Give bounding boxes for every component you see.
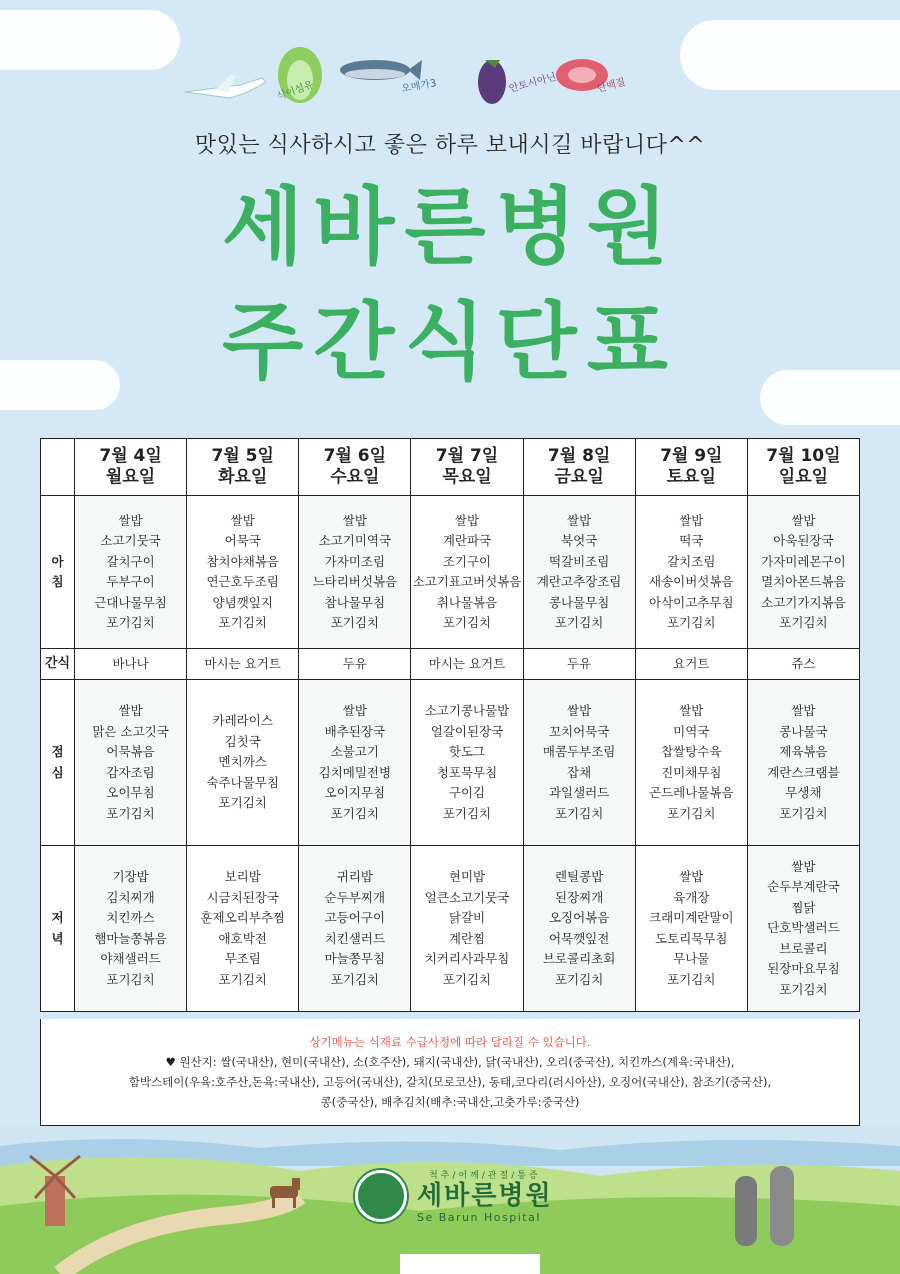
menu-item: 포기김치 (554, 971, 604, 987)
menu-item: 훈제오리부추찜 (200, 910, 285, 925)
menu-item: 곤드레나물볶음 (649, 785, 734, 800)
meal-label-snack: 간식 (41, 649, 75, 680)
menu-item: 단호박샐러드 (767, 920, 840, 936)
menu-item: 치커리사과무침 (424, 951, 510, 966)
menu-item: 쌀밥 (342, 703, 367, 718)
menu-item: 무나물 (673, 951, 710, 966)
menu-item: 아삭이고추무침 (649, 594, 734, 610)
tag-fiber: 식이섬유 (275, 79, 316, 103)
menu-item: 포기김치 (779, 615, 828, 630)
menu-item: 김칫국 (224, 733, 261, 749)
menu-item: 갈치구이 (106, 553, 155, 569)
snack-cell: 요거트 (635, 649, 747, 680)
notice-box (40, 1019, 860, 1126)
menu-item: 구이김 (448, 785, 486, 800)
menu-item: 햄마늘쫑볶음 (94, 930, 167, 946)
menu-item: 진미채무침 (661, 764, 722, 780)
menu-item: 고등어구이 (324, 910, 386, 925)
tag-omega3: 오메가3 (400, 77, 438, 95)
menu-item: 김치찌개 (106, 889, 155, 905)
menu-item: 핫도그 (448, 744, 486, 759)
origin-line-2: 함박스테이(우육:호주산,돈육:국내산), 고등어(국내산), 갈치(모로코산), 동태,코다리(러시아산), 오징어(국내산), 참조기(중국산), (128, 1075, 772, 1089)
dinner-cell (299, 846, 411, 1012)
breakfast-cell (411, 496, 523, 649)
menu-item: 청포묵무침 (436, 764, 498, 780)
menu-item: 콩나물국 (779, 723, 828, 739)
dinner-cell (187, 846, 299, 1012)
menu-item: 소고기콩나물밥 (424, 703, 510, 718)
menu-item: 닭갈비 (448, 910, 486, 925)
menu-item: 얼큰소고기뭇국 (424, 889, 510, 905)
menu-item: 느타리버섯볶음 (312, 574, 398, 589)
meal-label-breakfast: 아 침 (41, 496, 75, 649)
fish-icon (340, 60, 422, 80)
menu-item: 계란파국 (442, 533, 492, 548)
breakfast-cell (299, 496, 411, 649)
food-illustrations (0, 30, 900, 130)
lunch-row (41, 680, 860, 846)
menu-item: 귀리밥 (336, 869, 373, 884)
lunch-cell (187, 680, 299, 846)
lunch-cell (523, 680, 635, 846)
menu-item: 쌀밥 (791, 703, 816, 718)
menu-item: 쌀밥 (679, 512, 704, 528)
day-header-sun: 7월 10일 일요일 (747, 439, 859, 496)
weekly-menu-table (40, 438, 860, 1012)
menu-item: 포기김치 (779, 805, 828, 821)
menu-item: 크래미계란말이 (649, 910, 734, 925)
snack-cell: 바나나 (75, 649, 187, 680)
menu-item: 포기김치 (667, 971, 716, 987)
day-header-fri: 7월 8일 금요일 (523, 439, 635, 496)
day-header-mon: 7월 4일 월요일 (75, 439, 187, 496)
menu-item: 멘치까스 (218, 754, 267, 770)
menu-item: 소불고기 (330, 744, 379, 759)
menu-item: 포기김치 (330, 615, 379, 630)
menu-item: 도토리묵무침 (655, 930, 728, 946)
lunch-cell (75, 680, 187, 846)
breakfast-cell (635, 496, 747, 649)
menu-item: 매콤두부조림 (542, 744, 616, 759)
menu-item: 어묵볶음 (106, 744, 155, 759)
menu-item: 양념깻잎지 (212, 594, 273, 610)
dinner-cell (75, 846, 187, 1012)
day-header-row (41, 439, 860, 496)
menu-item: 갈치조림 (667, 553, 716, 569)
menu-item: 치킨샐러드 (324, 930, 386, 946)
hospital-logo (355, 1170, 553, 1222)
day-header-tue: 7월 5일 화요일 (187, 439, 299, 496)
snack-row (41, 649, 860, 680)
snack-cell: 두유 (299, 649, 411, 680)
menu-item: 기장밥 (112, 869, 149, 884)
lunch-cell (411, 680, 523, 846)
menu-item: 오이무침 (106, 785, 155, 800)
menu-item: 찹쌀탕수육 (661, 744, 722, 759)
menu-item: 참나물무침 (324, 594, 386, 610)
menu-item: 오징어볶음 (548, 910, 610, 925)
origin-line-1: ♥ 원산지: 쌀(국내산), 현미(국내산), 소(호주산), 돼지(국내산), 닭(국내산), 오리(중국산), 치킨까스(계육:국내산), (165, 1055, 735, 1069)
menu-item: 잡채 (567, 764, 592, 780)
lunch-cell (635, 680, 747, 846)
menu-item: 포기김치 (218, 971, 267, 987)
menu-item: 포기김치 (442, 805, 492, 821)
menu-item: 포기김치 (667, 615, 716, 630)
corner-cell (41, 439, 75, 496)
dinner-cell (411, 846, 523, 1012)
menu-item: 콩나물무침 (548, 594, 610, 610)
menu-item: 감자조림 (106, 764, 155, 780)
menu-item: 된장마요무침 (767, 961, 840, 977)
menu-item: 멸치아몬드볶음 (761, 574, 846, 589)
menu-item: 치킨까스 (106, 910, 155, 925)
menu-item: 보리밥 (224, 869, 261, 884)
menu-item: 포기김치 (106, 971, 155, 987)
menu-item: 어묵깻잎전 (548, 930, 610, 946)
menu-item: 포기김치 (667, 805, 716, 821)
menu-item: 꼬치어묵국 (548, 723, 610, 739)
lunch-cell (299, 680, 411, 846)
menu-item: 포기김치 (442, 615, 492, 630)
menu-item: 쌀밥 (791, 858, 816, 874)
airplane-icon (185, 75, 266, 98)
logo-tagline: 척추/어깨/관절/통증 (428, 1171, 541, 1181)
lunch-cell (747, 680, 859, 846)
menu-item: 계란스크램블 (767, 764, 840, 780)
breakfast-cell (187, 496, 299, 649)
menu-item: 순두부계란국 (767, 879, 840, 895)
menu-item: 찜닭 (791, 899, 816, 915)
menu-item: 미역국 (673, 723, 710, 739)
menu-item: 어묵국 (224, 533, 261, 548)
menu-item: 김치메밀전병 (318, 764, 392, 780)
breakfast-cell (75, 496, 187, 649)
dinner-row (41, 846, 860, 1012)
menu-item: 카레라이스 (212, 713, 273, 729)
dinner-cell (747, 846, 859, 1012)
menu-item: 포기김치 (330, 805, 379, 821)
dinner-cell (635, 846, 747, 1012)
menu-item: 배추된장국 (324, 723, 386, 739)
menu-item: 가자미레몬구이 (761, 553, 846, 569)
eggplant-icon (478, 60, 506, 104)
greeting-subtitle: 맛있는 식사하시고 좋은 하루 보내시길 바랍니다^^ (194, 133, 706, 158)
menu-item: 북엇국 (561, 533, 598, 548)
page-title-menu: 주간식단표 (222, 293, 678, 391)
snack-cell: 두유 (523, 649, 635, 680)
menu-item: 포기김치 (218, 795, 267, 811)
menu-item: 소고기가지볶음 (761, 594, 846, 610)
menu-item: 소고기표고버섯볶음 (412, 574, 522, 589)
menu-item: 얼갈이된장국 (430, 723, 504, 739)
menu-item: 연근호두조림 (206, 574, 279, 589)
logo-emblem-icon (355, 1170, 407, 1222)
menu-item: 계란고추장조림 (536, 574, 622, 589)
menu-item: 육개장 (673, 889, 710, 905)
menu-item: 제육볶음 (779, 744, 828, 759)
breakfast-cell (747, 496, 859, 649)
menu-item: 쌀밥 (118, 512, 143, 528)
menu-item: 브로콜리초회 (542, 951, 616, 966)
menu-change-warning: 상기메뉴는 식재료 수급사정에 따라 달라질 수 있습니다. (309, 1035, 591, 1049)
menu-item: 쌀밥 (679, 703, 704, 718)
menu-item: 포기김치 (554, 805, 604, 821)
menu-item: 포기김치 (218, 615, 267, 630)
menu-item: 순두부찌개 (324, 889, 386, 905)
origin-line-3: 콩(중국산), 배추김치(배추:국내산,고춧가루:중국산) (320, 1095, 580, 1109)
logo-name-ko: 세바른병원 (417, 1181, 553, 1211)
snack-cell: 마시는 요거트 (187, 649, 299, 680)
tag-anthocyanin: 안토시아닌 (507, 71, 558, 95)
tag-protein: 단백질 (595, 76, 627, 95)
fence-icon (400, 1254, 540, 1274)
menu-item: 가자미조림 (324, 553, 386, 569)
menu-item: 쌀밥 (454, 512, 480, 528)
menu-item: 야채샐러드 (100, 951, 161, 966)
menu-item: 무생채 (785, 785, 822, 800)
menu-item: 애호박전 (218, 930, 267, 946)
menu-item: 새송이버섯볶음 (649, 574, 734, 589)
menu-item: 포기김치 (106, 615, 155, 630)
snack-cell: 쥬스 (747, 649, 859, 680)
menu-item: 브로콜리 (779, 940, 828, 956)
menu-item: 근대나물무침 (94, 594, 167, 610)
menu-item: 렌틸콩밥 (554, 869, 604, 884)
day-header-thu: 7월 7일 목요일 (411, 439, 523, 496)
menu-item: 조기구이 (442, 553, 492, 569)
day-header-wed: 7월 6일 수요일 (299, 439, 411, 496)
menu-item: 아욱된장국 (773, 533, 834, 548)
menu-item: 취나물볶음 (436, 594, 498, 610)
menu-item: 쌀밥 (791, 512, 816, 528)
menu-item: 포기김치 (106, 805, 155, 821)
menu-item: 마늘쫑무침 (324, 951, 386, 966)
menu-item: 쌀밥 (567, 703, 592, 718)
menu-item: 쌀밥 (118, 703, 143, 718)
meal-label-dinner: 저 녁 (41, 846, 75, 1012)
meal-label-lunch: 점 심 (41, 680, 75, 846)
menu-item: 맑은 소고깃국 (92, 723, 169, 739)
breakfast-row (41, 496, 860, 649)
day-header-sat: 7월 9일 토요일 (635, 439, 747, 496)
menu-item: 포기김치 (779, 981, 828, 997)
menu-item: 떡국 (679, 533, 704, 548)
menu-item: 현미밥 (448, 869, 486, 884)
snack-cell: 마시는 요거트 (411, 649, 523, 680)
menu-item: 숙주나물무침 (206, 774, 279, 790)
menu-item: 포기김치 (554, 615, 604, 630)
menu-item: 두부구이 (106, 574, 155, 589)
menu-item: 포기김치 (442, 971, 492, 987)
menu-item: 참치야채볶음 (206, 553, 279, 569)
menu-item: 포기김치 (330, 971, 379, 987)
menu-item: 쌀밥 (342, 512, 367, 528)
menu-item: 계란찜 (448, 930, 486, 946)
page-title-hospital: 세바른병원 (222, 178, 678, 276)
dinner-cell (523, 846, 635, 1012)
logo-name-en: Se Barun Hospital (417, 1211, 541, 1224)
menu-item: 소고기뭇국 (100, 533, 161, 548)
menu-item: 과일샐러드 (548, 785, 610, 800)
menu-item: 오이지무침 (324, 785, 386, 800)
breakfast-cell (523, 496, 635, 649)
menu-item: 소고기미역국 (318, 533, 392, 548)
menu-item: 떡갈비조림 (548, 553, 610, 569)
menu-item: 쌀밥 (679, 869, 704, 884)
menu-item: 시금치된장국 (206, 889, 279, 905)
menu-item: 쌀밥 (567, 512, 592, 528)
menu-item: 무조림 (224, 951, 261, 966)
menu-item: 된장찌개 (554, 889, 604, 905)
menu-item: 쌀밥 (230, 512, 255, 528)
